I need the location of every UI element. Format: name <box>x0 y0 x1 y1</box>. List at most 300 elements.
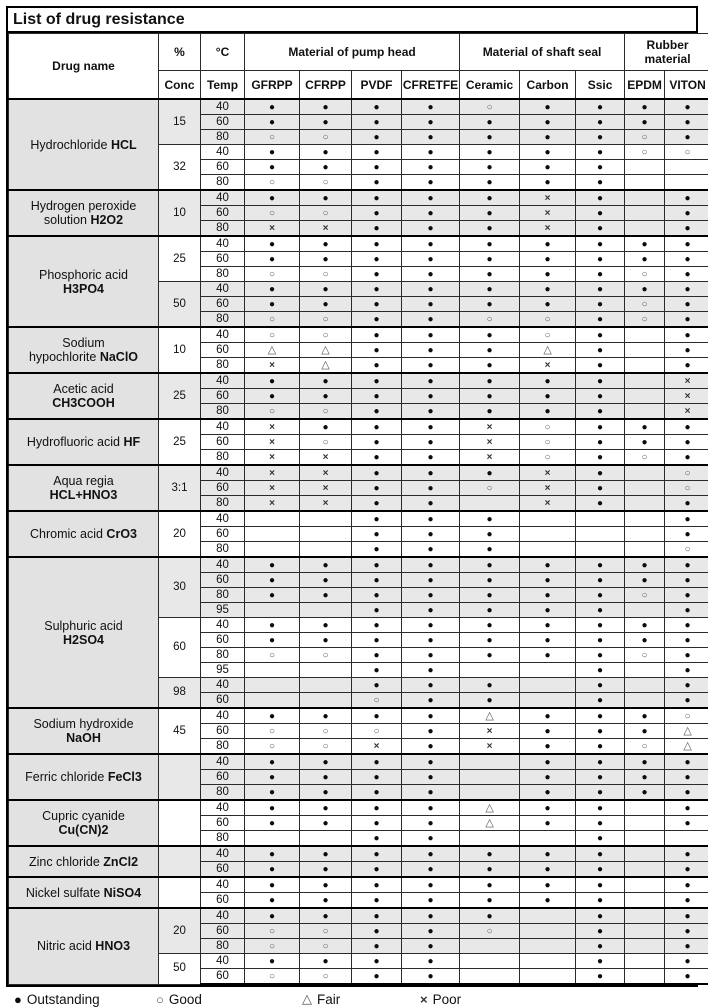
legend-label: Fair <box>317 992 340 1007</box>
rating-cell: ● <box>520 603 576 618</box>
rating-cell <box>665 160 708 175</box>
legend-label: Outstanding <box>27 992 100 1007</box>
rating-cell: ● <box>402 527 460 542</box>
drug-name-cell: Hydrochloride HCL <box>9 99 159 190</box>
concentration-cell: 10 <box>159 190 201 236</box>
rating-cell: ● <box>576 969 625 985</box>
table-body <box>9 99 708 984</box>
rating-cell: ● <box>576 816 625 831</box>
rating-cell: ● <box>402 419 460 435</box>
rating-cell: ● <box>352 450 402 466</box>
rating-cell: ● <box>245 588 300 603</box>
temperature-cell: 80 <box>201 175 245 191</box>
table-row <box>9 800 708 816</box>
rating-cell: ● <box>300 557 352 573</box>
temperature-cell: 80 <box>201 588 245 603</box>
temperature-cell: 60 <box>201 389 245 404</box>
rating-cell: ● <box>460 511 520 527</box>
rating-cell: ● <box>245 618 300 633</box>
rating-cell: ● <box>460 633 520 648</box>
concentration-cell: 25 <box>159 373 201 419</box>
rating-cell: ● <box>665 603 708 618</box>
rating-cell: ● <box>520 557 576 573</box>
rating-cell: ● <box>576 282 625 297</box>
rating-cell: ○ <box>300 739 352 755</box>
rating-cell: ● <box>352 633 402 648</box>
rating-cell: ● <box>352 404 402 420</box>
rating-cell: ● <box>576 754 625 770</box>
rating-cell <box>576 527 625 542</box>
rating-cell: ● <box>245 877 300 893</box>
rating-cell: ● <box>352 190 402 206</box>
table-row <box>9 877 708 893</box>
concentration-cell: 50 <box>159 282 201 328</box>
rating-cell: ● <box>352 831 402 847</box>
table-row <box>9 908 708 924</box>
rating-cell: × <box>300 465 352 481</box>
group-header-pump-head: Material of pump head <box>245 34 460 71</box>
rating-cell: ● <box>460 160 520 175</box>
rating-cell: ○ <box>300 327 352 343</box>
rating-cell: ● <box>576 327 625 343</box>
rating-cell: ● <box>576 175 625 191</box>
rating-cell <box>520 908 576 924</box>
table-row <box>9 327 708 343</box>
rating-cell: ● <box>576 678 625 693</box>
rating-cell <box>625 358 665 374</box>
rating-cell: ● <box>352 419 402 435</box>
rating-cell: ● <box>245 389 300 404</box>
rating-cell: ○ <box>625 312 665 328</box>
rating-cell <box>520 954 576 969</box>
table-row <box>9 708 708 724</box>
rating-cell: ● <box>665 312 708 328</box>
rating-cell: ● <box>665 358 708 374</box>
rating-cell: ○ <box>245 648 300 663</box>
rating-cell: ● <box>402 282 460 297</box>
rating-cell: ● <box>665 648 708 663</box>
rating-cell: ● <box>576 267 625 282</box>
rating-cell <box>460 496 520 512</box>
rating-cell: ● <box>402 465 460 481</box>
rating-cell: ○ <box>352 724 402 739</box>
rating-cell: △ <box>300 358 352 374</box>
concentration-cell <box>159 754 201 800</box>
rating-cell: ● <box>402 221 460 237</box>
rating-cell <box>625 160 665 175</box>
table-row <box>9 511 708 527</box>
rating-cell: × <box>665 404 708 420</box>
rating-cell: ● <box>402 389 460 404</box>
legend <box>6 991 698 1007</box>
temperature-cell: 60 <box>201 770 245 785</box>
rating-cell: △ <box>245 343 300 358</box>
rating-cell: ● <box>520 297 576 312</box>
temperature-cell: 40 <box>201 877 245 893</box>
rating-cell: ● <box>245 297 300 312</box>
rating-cell: ○ <box>300 130 352 145</box>
temperature-cell: 60 <box>201 816 245 831</box>
rating-cell <box>245 603 300 618</box>
rating-cell <box>625 908 665 924</box>
rating-cell: ● <box>460 130 520 145</box>
rating-cell: × <box>245 496 300 512</box>
temperature-cell: 80 <box>201 312 245 328</box>
rating-cell: ● <box>576 557 625 573</box>
rating-cell <box>625 603 665 618</box>
rating-cell: ● <box>402 496 460 512</box>
rating-cell: ● <box>300 115 352 130</box>
rating-cell: ○ <box>300 312 352 328</box>
rating-cell: ● <box>245 708 300 724</box>
rating-cell <box>576 542 625 558</box>
rating-cell: ● <box>665 969 708 985</box>
rating-cell: ● <box>576 160 625 175</box>
rating-cell: ● <box>576 115 625 130</box>
drug-name-cell: Sodium hypochlorite NaClO <box>9 327 159 373</box>
rating-cell: ● <box>665 252 708 267</box>
temperature-cell: 40 <box>201 618 245 633</box>
table-row <box>9 557 708 573</box>
concentration-cell: 32 <box>159 145 201 191</box>
rating-cell: ● <box>576 939 625 954</box>
rating-cell: ● <box>460 236 520 252</box>
drug-name-cell: Sulphuric acid H2SO4 <box>9 557 159 708</box>
temperature-cell: 60 <box>201 160 245 175</box>
rating-cell: ● <box>402 678 460 693</box>
concentration-cell: 98 <box>159 678 201 709</box>
rating-cell: ● <box>665 877 708 893</box>
rating-cell: ● <box>300 573 352 588</box>
rating-cell <box>300 527 352 542</box>
rating-cell: ● <box>402 924 460 939</box>
drug-name-cell: Zinc chloride ZnCl2 <box>9 846 159 877</box>
rating-cell: ● <box>460 358 520 374</box>
group-header-rubber: Rubber material <box>625 34 708 71</box>
rating-cell: △ <box>520 343 576 358</box>
rating-cell <box>625 527 665 542</box>
rating-cell <box>520 693 576 709</box>
rating-cell: ● <box>460 527 520 542</box>
rating-cell: ● <box>576 708 625 724</box>
rating-cell: ● <box>520 785 576 801</box>
rating-cell <box>625 511 665 527</box>
rating-cell <box>460 939 520 954</box>
rating-cell <box>300 542 352 558</box>
rating-cell: ● <box>352 236 402 252</box>
rating-cell: ○ <box>245 175 300 191</box>
rating-cell: ● <box>520 115 576 130</box>
legend-label: Good <box>169 992 202 1007</box>
rating-cell: ● <box>576 190 625 206</box>
rating-cell: ● <box>352 511 402 527</box>
rating-cell: ○ <box>625 297 665 312</box>
rating-cell: ● <box>402 663 460 678</box>
temperature-cell: 60 <box>201 481 245 496</box>
rating-cell: ● <box>352 954 402 969</box>
rating-cell: ○ <box>245 739 300 755</box>
rating-cell: ● <box>352 816 402 831</box>
rating-cell: ● <box>402 358 460 374</box>
rating-cell: ○ <box>245 724 300 739</box>
temperature-cell: 60 <box>201 573 245 588</box>
temperature-cell: 80 <box>201 496 245 512</box>
rating-cell: ● <box>300 908 352 924</box>
rating-cell: ● <box>402 739 460 755</box>
rating-cell: ● <box>576 99 625 115</box>
rating-cell: ● <box>665 618 708 633</box>
rating-cell: ● <box>402 206 460 221</box>
rating-cell: ● <box>352 770 402 785</box>
group-header-shaft-seal: Material of shaft seal <box>460 34 625 71</box>
rating-cell: ● <box>245 908 300 924</box>
rating-cell: ● <box>460 145 520 160</box>
column-header-drug-name: Drug name <box>9 34 159 100</box>
rating-cell: ○ <box>665 465 708 481</box>
temperature-cell: 60 <box>201 924 245 939</box>
rating-cell: ● <box>520 893 576 909</box>
legend-item-fair <box>302 991 420 1007</box>
drug-resistance-table <box>8 33 708 985</box>
rating-cell: ● <box>300 389 352 404</box>
rating-cell: ● <box>665 800 708 816</box>
temperature-cell: 60 <box>201 297 245 312</box>
temperature-cell: 60 <box>201 893 245 909</box>
table-row <box>9 754 708 770</box>
rating-cell: ● <box>576 404 625 420</box>
rating-cell: ● <box>402 267 460 282</box>
rating-cell <box>520 527 576 542</box>
rating-cell: ○ <box>665 481 708 496</box>
drug-name-cell: Ferric chloride FeCl3 <box>9 754 159 800</box>
rating-cell: △ <box>665 724 708 739</box>
rating-cell: ● <box>520 618 576 633</box>
rating-cell: × <box>300 450 352 466</box>
rating-cell: △ <box>665 739 708 755</box>
rating-cell: ● <box>352 435 402 450</box>
temperature-cell: 60 <box>201 435 245 450</box>
temperature-cell: 40 <box>201 327 245 343</box>
rating-cell <box>300 693 352 709</box>
rating-cell: ● <box>352 908 402 924</box>
rating-cell: × <box>245 465 300 481</box>
rating-cell: ● <box>352 267 402 282</box>
rating-cell: ● <box>402 724 460 739</box>
rating-cell: ○ <box>300 175 352 191</box>
rating-cell: ● <box>300 877 352 893</box>
rating-cell: ● <box>402 800 460 816</box>
rating-cell: ● <box>460 877 520 893</box>
rating-cell: ○ <box>665 145 708 160</box>
concentration-cell: 20 <box>159 908 201 954</box>
rating-cell: ● <box>625 770 665 785</box>
rating-cell <box>245 678 300 693</box>
rating-cell: ● <box>625 557 665 573</box>
rating-cell: ● <box>402 770 460 785</box>
concentration-cell <box>159 877 201 908</box>
rating-cell: × <box>245 450 300 466</box>
rating-cell: ● <box>665 862 708 878</box>
rating-cell: ● <box>352 542 402 558</box>
rating-cell: ● <box>300 588 352 603</box>
rating-cell: ● <box>576 496 625 512</box>
column-header-conc-pct: % <box>159 34 201 71</box>
rating-cell <box>520 678 576 693</box>
rating-cell: ● <box>402 115 460 130</box>
rating-cell: ● <box>520 267 576 282</box>
rating-cell: ● <box>300 252 352 267</box>
concentration-cell: 50 <box>159 954 201 985</box>
rating-cell: ● <box>245 557 300 573</box>
legend-symbol: △ <box>302 991 312 1007</box>
rating-cell: ● <box>402 145 460 160</box>
rating-cell: ● <box>576 877 625 893</box>
rating-cell: ● <box>460 465 520 481</box>
rating-cell: ● <box>300 236 352 252</box>
rating-cell: ● <box>402 160 460 175</box>
table-row <box>9 373 708 389</box>
rating-cell: ● <box>576 618 625 633</box>
rating-cell: ● <box>520 633 576 648</box>
rating-cell: ● <box>665 557 708 573</box>
rating-cell: ● <box>520 99 576 115</box>
temperature-cell: 60 <box>201 115 245 130</box>
rating-cell <box>625 678 665 693</box>
rating-cell: ● <box>402 573 460 588</box>
rating-cell: ● <box>576 450 625 466</box>
rating-cell <box>625 542 665 558</box>
rating-cell <box>520 542 576 558</box>
rating-cell <box>576 511 625 527</box>
rating-cell: ● <box>576 435 625 450</box>
column-header-cfretfe: CFRETFE <box>402 71 460 100</box>
rating-cell: ● <box>625 573 665 588</box>
column-header-temp: Temp <box>201 71 245 100</box>
rating-cell <box>625 343 665 358</box>
rating-cell: ● <box>402 969 460 985</box>
temperature-cell: 40 <box>201 557 245 573</box>
concentration-cell: 10 <box>159 327 201 373</box>
rating-cell: ○ <box>245 130 300 145</box>
rating-cell: ● <box>625 252 665 267</box>
rating-cell: ● <box>576 893 625 909</box>
drug-name-cell: Acetic acid CH3COOH <box>9 373 159 419</box>
temperature-cell: 40 <box>201 145 245 160</box>
rating-cell: × <box>665 373 708 389</box>
rating-cell: ● <box>665 573 708 588</box>
rating-cell: ● <box>300 954 352 969</box>
rating-cell: ○ <box>245 924 300 939</box>
temperature-cell: 80 <box>201 939 245 954</box>
rating-cell: ● <box>576 846 625 862</box>
rating-cell: ● <box>665 908 708 924</box>
rating-cell: ● <box>520 724 576 739</box>
rating-cell: ○ <box>625 267 665 282</box>
concentration-cell <box>159 800 201 846</box>
rating-cell: ○ <box>300 206 352 221</box>
rating-cell: ● <box>576 465 625 481</box>
rating-cell: ● <box>665 236 708 252</box>
rating-cell: ● <box>460 404 520 420</box>
column-header-pvdf: PVDF <box>352 71 402 100</box>
rating-cell: ● <box>352 175 402 191</box>
rating-cell: ○ <box>300 969 352 985</box>
rating-cell: ● <box>625 754 665 770</box>
drug-name-cell: Hydrofluoric acid HF <box>9 419 159 465</box>
temperature-cell: 80 <box>201 785 245 801</box>
rating-cell: ● <box>665 633 708 648</box>
rating-cell: ● <box>402 693 460 709</box>
concentration-cell: 3:1 <box>159 465 201 511</box>
rating-cell: ● <box>460 206 520 221</box>
drug-name-cell: Chromic acid CrO3 <box>9 511 159 557</box>
rating-cell: ● <box>352 557 402 573</box>
rating-cell <box>460 663 520 678</box>
rating-cell: × <box>300 496 352 512</box>
rating-cell: ● <box>300 893 352 909</box>
rating-cell: ● <box>460 343 520 358</box>
rating-cell: ○ <box>460 481 520 496</box>
legend-item-outstanding <box>14 992 156 1007</box>
temperature-cell: 40 <box>201 908 245 924</box>
rating-cell: ● <box>460 618 520 633</box>
rating-cell: ● <box>352 145 402 160</box>
rating-cell: ● <box>625 419 665 435</box>
temperature-cell: 60 <box>201 862 245 878</box>
rating-cell <box>625 693 665 709</box>
concentration-cell: 30 <box>159 557 201 618</box>
rating-cell: ● <box>576 648 625 663</box>
rating-cell: ○ <box>625 145 665 160</box>
concentration-cell <box>159 846 201 877</box>
rating-cell <box>520 969 576 985</box>
rating-cell: ● <box>520 770 576 785</box>
rating-cell: ● <box>576 785 625 801</box>
temperature-cell: 95 <box>201 603 245 618</box>
rating-cell: ● <box>625 435 665 450</box>
concentration-cell: 60 <box>159 618 201 678</box>
rating-cell: ● <box>576 908 625 924</box>
rating-cell: ● <box>520 754 576 770</box>
column-header-temp-c: °C <box>201 34 245 71</box>
rating-cell: ● <box>352 221 402 237</box>
table-header <box>9 34 708 100</box>
rating-cell <box>625 831 665 847</box>
rating-cell: × <box>460 419 520 435</box>
rating-cell: ● <box>665 496 708 512</box>
rating-cell: ● <box>402 343 460 358</box>
rating-cell: ● <box>402 648 460 663</box>
temperature-cell: 40 <box>201 846 245 862</box>
rating-cell: ● <box>402 252 460 267</box>
rating-cell: ● <box>352 939 402 954</box>
rating-cell <box>245 693 300 709</box>
rating-cell: ● <box>300 633 352 648</box>
rating-cell: ● <box>300 862 352 878</box>
drug-resistance-sheet <box>6 6 698 1007</box>
temperature-cell: 80 <box>201 739 245 755</box>
temperature-cell: 40 <box>201 678 245 693</box>
rating-cell: ○ <box>245 969 300 985</box>
rating-cell: ● <box>576 800 625 816</box>
rating-cell: ● <box>402 557 460 573</box>
rating-cell <box>300 511 352 527</box>
temperature-cell: 40 <box>201 190 245 206</box>
legend-item-good <box>156 992 302 1007</box>
rating-cell: × <box>300 481 352 496</box>
temperature-cell: 60 <box>201 969 245 985</box>
column-header-gfrpp: GFRPP <box>245 71 300 100</box>
